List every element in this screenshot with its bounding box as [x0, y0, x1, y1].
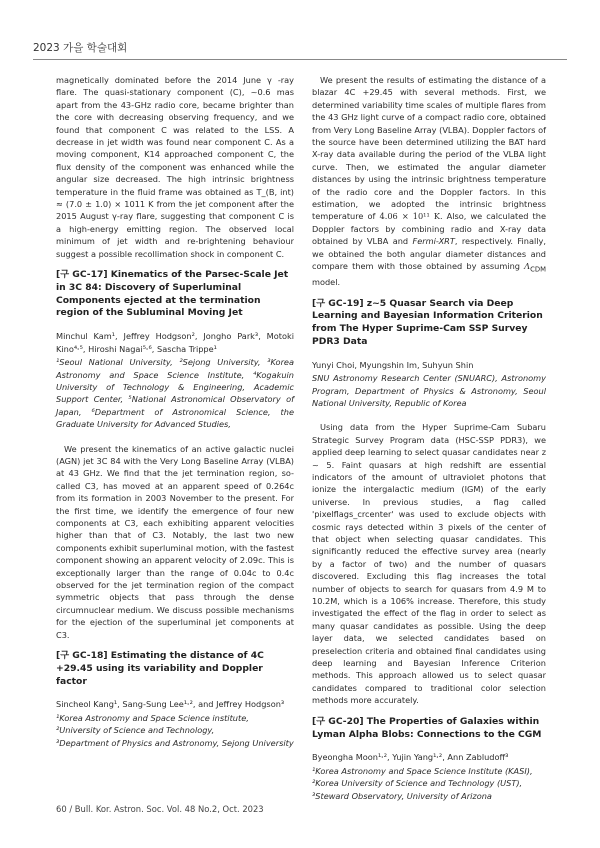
fermi-xrt-label: Fermi-XRT	[412, 236, 455, 247]
gc18-affiliation-3: ³Department of Physics and Astronomy, Sejong University	[56, 737, 294, 748]
gc18-abstract-part-b: . Also, we calculated the Doppler factors by combining radio and X-ray data obtained by VLBA and	[312, 211, 546, 247]
gc17-abstract: We present the kinematics of an active galactic nuclei (AGN) jet 3C 84 with the Very Long Baseline Array (VLBA) at 43 GHz. We find that the jet termination region, so-called C3, has moved at an apparent speed of 0.264c from its formation in 2003 November to the present. For the first time, we identify the emergence of four new components at C3, each exhibiting apparent velocities higher than that of C3. Notably, the last two new components exhibit superluminal motion, with the fastest component showing an apparent velocity of 2.09c. This is exceptionally larger than the range of 0.04c to 0.4c observed for the jet termination region of the compact symmetric objects that pass through the dense circumnuclear medium. We discuss possible mechanisms for the ejection of the superluminal jet components at C3.	[56, 443, 294, 640]
gc18-affiliation-2: ²University of Science and Technology,	[56, 725, 215, 736]
gc20-affiliation-3: ³Steward Observatory, University of Arizona	[312, 790, 492, 801]
gc17-title: [구 GC-17] Kinematics of the Parsec-Scale Jet in 3C 84: Discovery of Superluminal Components ejected at the termination region of the Subluminal Moving Jet	[56, 269, 289, 319]
gc19-authors: Yunyi Choi, Myungshin Im, Suhyun Shin	[312, 359, 474, 370]
gc17-authors: Minchul Kam¹, Jeffrey Hodgson², Jongho Park³, Motoki Kino⁴˒⁵, Hiroshi Nagai⁵˒⁶, Sascha Trippe¹	[56, 331, 294, 354]
gc18-abstract	[312, 74, 546, 289]
gc20-affiliations	[312, 765, 546, 802]
header-rule	[33, 59, 567, 60]
gc18-abstract-part-d: model.	[312, 277, 341, 288]
gc18-affiliation-1: ¹Korea Astronomy and Space Science institute,	[56, 712, 249, 723]
gc19-abstract: Using data from the Hyper Suprime-Cam Subaru Strategic Survey Program data (HSC-SSP PDR3), we applied deep learning to select quasar candidates near z ~ 5. Faint quasars at high redshift are essential indicators of the amount of ultraviolet photons that ionize the intergalactic medium (IGM) of the early universe. In previous studies, a flag called 'pixelflags_crcenter' was used to exclude objects with cosmic rays detected within 3 pixels of the center of that object when selecting quasar candidates. This significantly reduced the effective survey area (nearly by a factor of two) and the number of quasars discovered. Excluding this flag increases the total number of objects to search for quasars from 4.9 M to 10.2M, which is a 106% increase. Therefore, this study investigated the effect of the flag in order to select as many quasar candidates as possible. Using the deep layer data, we selected candidates based on preselection criteria and obtained final candidates using deep learning and Bayesian Inference Criterion methods. This approach allowed us to select quasar candidates compared to traditional color selection methods more accurately.	[312, 422, 546, 706]
gc20-affiliation-2: ²Korea University of Science and Technology (UST),	[312, 778, 523, 789]
lcdm-symbol: Λ	[524, 261, 531, 272]
lcdm-subscript: CDM	[530, 265, 546, 274]
page-header: 2023 가을 학술대회	[33, 42, 128, 54]
page-footer: 60 / Bull. Kor. Astron. Soc. Vol. 48 No.2, Oct. 2023	[56, 804, 264, 814]
gc18-abstract-part-c: , respectively. Finally, we obtained the both angular diameter distances and compare them with those obtained by assuming	[312, 236, 546, 272]
intro-paragraph: magnetically dominated before the 2014 June γ -ray flare. The quasi-stationary component (C), ~0.6 mas apart from the 43-GHz radio core, became brighter than the core with decreasing observing frequency, and we found that component C was related to the LSS. A decrease in jet width was found near component C. As a moving component, K14 approached component C, the flux density of the component was enhanced while the angular size decreased. The high intrinsic brightness temperature in the fluid frame was obtained as T_(B, int) ≈ (7.0 ± 1.0) × 1011 K from the jet component after the 2015 August γ-ray flare, suggesting that component C is a high-energy emitting region. The observed local minimum of jet width and re-brightening behaviour suggest a possible recollimation shock in component C.	[56, 75, 294, 259]
gc18-affiliations	[56, 712, 294, 749]
gc19-affiliation: SNU Astronomy Research Center (SNUARC), Astronomy Program, Department of Physics & Astronomy, Seoul National University, Republic of Korea	[312, 373, 546, 408]
gc19-title: [구 GC-19] z~5 Quasar Search via Deep Learning and Bayesian Information Criterion from The Hyper Suprime-Cam SSP Survey PDR3 Data	[312, 297, 543, 347]
gc18-authors: Sincheol Kang¹, Sang-Sung Lee¹˒², and Jeffrey Hodgson³	[56, 699, 285, 710]
gc18-abstract-part-a: We present the results of estimating the distance of a blazar 4C +29.45 with several methods. First, we determined variability time scales of multiple flares from the 43 GHz light curve of a compact radio core, obtained from Very Long Baseline Array (VLBA). Doppler factors of the source have been determined utilizing the BAT hard X-ray data available during the period of the VLBA light curve. Then, we estimated the angular diameter distances by using the intrinsic brightness temperature of the radio core and the Doppler factors. In this estimation, we adopted the intrinsic brightness temperature of	[312, 75, 546, 222]
brightness-temperature-value: 4.06 × 10¹¹ K	[379, 211, 440, 222]
left-column	[56, 74, 294, 761]
right-column	[312, 74, 546, 814]
gc20-title: [구 GC-20] The Properties of Galaxies within Lyman Alpha Blobs: Connections to the CGM	[312, 715, 542, 740]
gc20-affiliation-1: ¹Korea Astronomy and Space Science Institute (KASI),	[312, 765, 533, 776]
gc20-authors: Byeongha Moon¹˒², Yujin Yang¹˒², Ann Zabludoff³	[312, 752, 509, 763]
gc18-title: [구 GC-18] Estimating the distance of 4C +29.45 using its variability and Doppler factor	[56, 650, 264, 687]
gc17-affiliation: ¹Seoul National University, ²Sejong University, ³Korea Astronomy and Space Science Institute, ⁴Kogakuin University of Technology & Engineering, Academic Support Center, ⁵National Astronomical Observatory of Japan, ⁶Department of Astronomical Science, the Graduate University for Advanced Studies,	[56, 357, 294, 430]
